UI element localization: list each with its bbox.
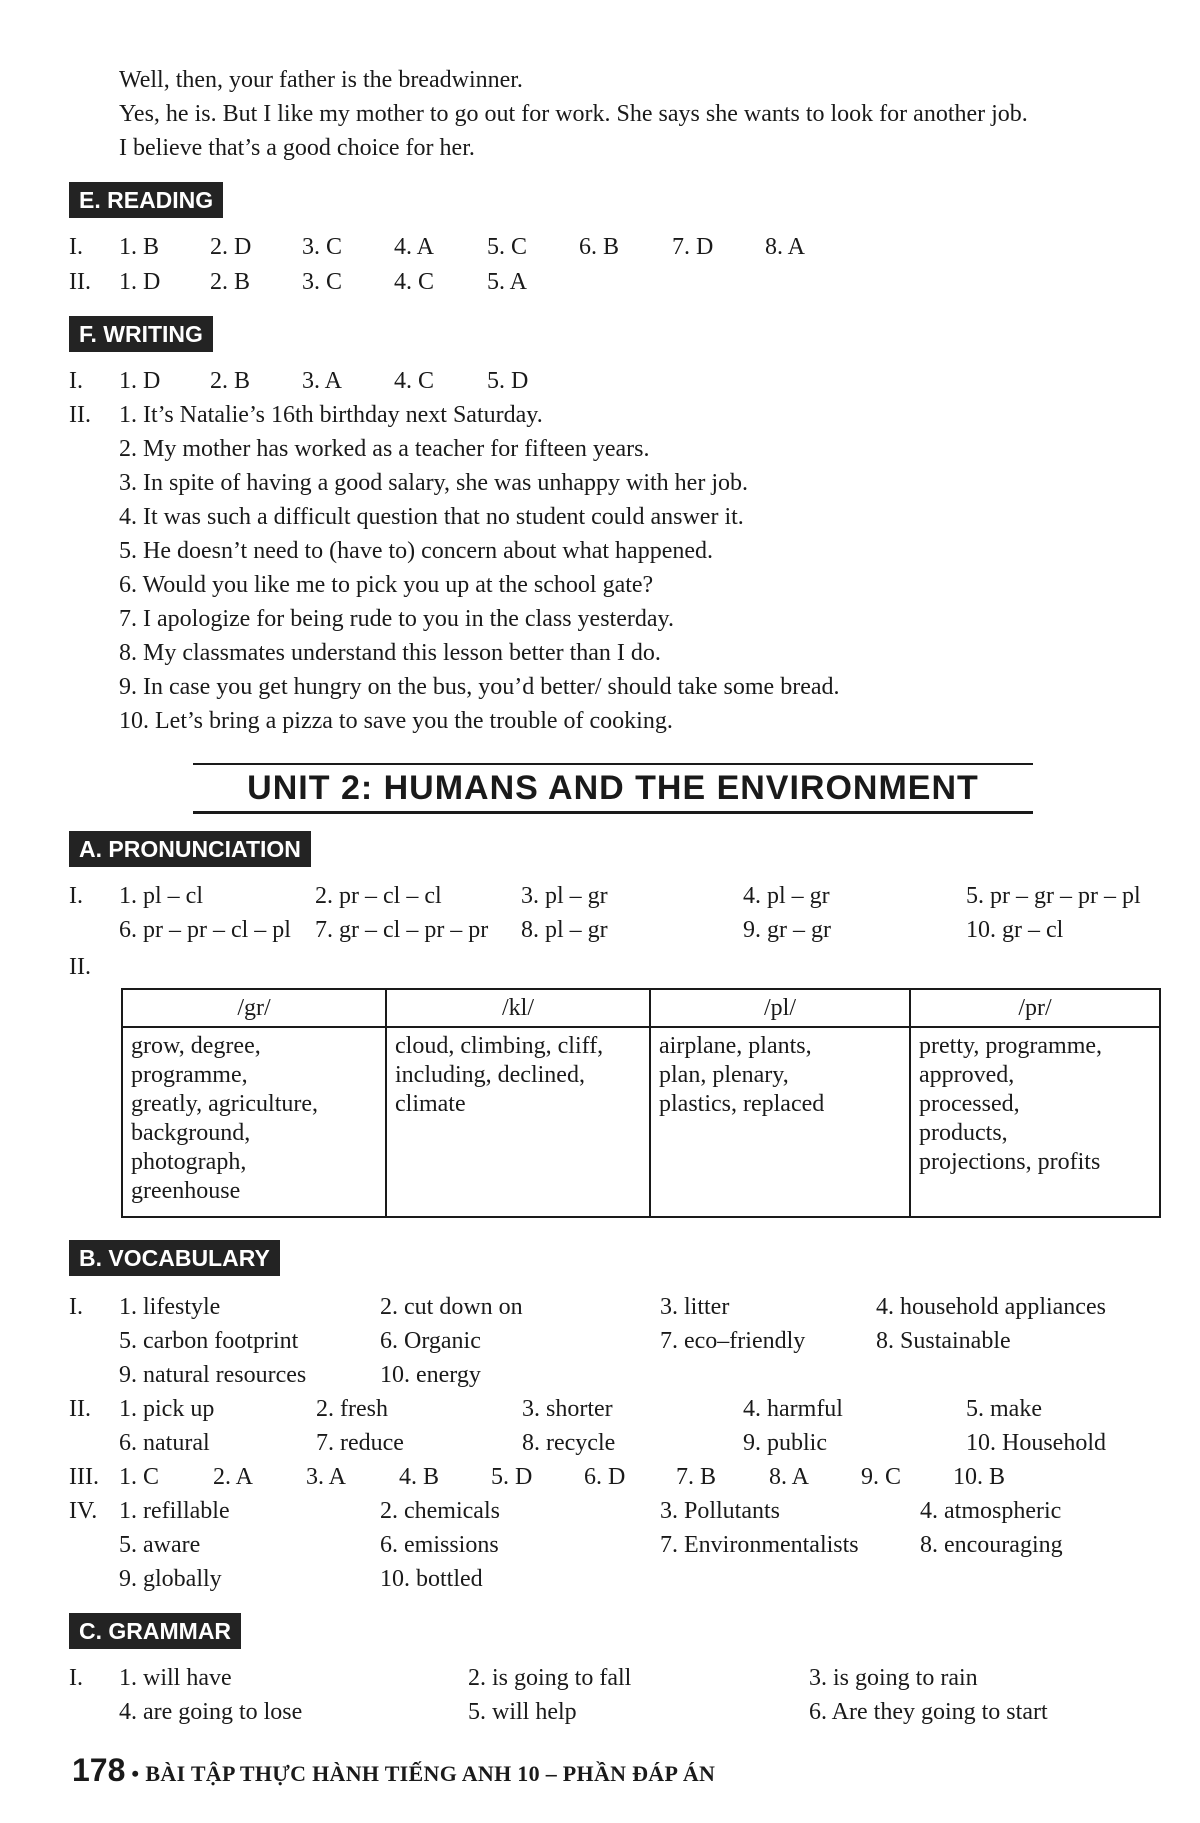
cell-line: cloud, climbing, cliff, [395,1033,604,1059]
answer-label: II. [69,402,91,428]
answer-item: 3. C [302,269,343,295]
answer-item: 7. B [676,1464,717,1490]
table-cell-pl [650,1027,910,1217]
writing-sentence: 4. It was such a difficult question that no student could answer it. [119,504,744,530]
answer-label: IV. [69,1498,98,1524]
answer-item: 5. A [487,269,528,295]
answer-label: I. [69,1665,83,1691]
intro-line: Yes, he is. But I like my mother to go out for work. She says she wants to look for another job. [119,101,1028,127]
table-header: /kl/ [386,989,650,1027]
answer-item: 7. reduce [316,1430,404,1456]
answer-label: I. [69,883,83,909]
answer-item: 3. pl – gr [521,883,608,909]
answer-item: 6. D [584,1464,626,1490]
answer-item: 3. is going to rain [809,1665,978,1691]
sound-table [121,988,1161,1218]
book-title: BÀI TẬP THỰC HÀNH TIẾNG ANH 10 – PHẦN ĐÁP ÁN [145,1761,716,1786]
answer-item: 10. bottled [380,1566,483,1592]
cell-line: projections, profits [919,1149,1101,1175]
answer-item: 2. A [213,1464,254,1490]
answer-item: 10. gr – cl [966,917,1064,943]
writing-sentence: 5. He doesn’t need to (have to) concern about what happened. [119,538,714,564]
answer-item: 6. emissions [380,1532,499,1558]
unit-title: UNIT 2: HUMANS AND THE ENVIRONMENT [193,763,1033,814]
table-cell-pr [910,1027,1160,1217]
answer-item: 5. make [966,1396,1042,1422]
answer-item: 5. pr – gr – pr – pl [966,883,1141,909]
writing-sentence: 9. In case you get hungry on the bus, you’d better/ should take some bread. [119,674,840,700]
sound-table-row [122,1027,1160,1217]
answer-item: 1. B [119,234,160,260]
answer-item: 7. D [672,234,714,260]
cell-line: background, [131,1120,251,1146]
answer-item: 5. D [487,368,529,394]
table-header: /gr/ [122,989,386,1027]
answer-item: 5. aware [119,1532,201,1558]
cell-line: plan, plenary, [659,1062,789,1088]
cell-line: pretty, programme, [919,1033,1103,1059]
cell-line: greenhouse [131,1178,241,1204]
answer-item: 5. D [491,1464,533,1490]
answer-label: II. [69,1396,91,1422]
answer-item: 9. globally [119,1566,222,1592]
answer-item: 1. refillable [119,1498,230,1524]
answer-item: 5. carbon footprint [119,1328,299,1354]
answer-item: 2. chemicals [380,1498,500,1524]
page-footer [72,1752,715,1789]
table-cell-gr [122,1027,386,1217]
answer-label: II. [69,954,91,980]
answer-item: 9. C [861,1464,902,1490]
answer-item: 2. fresh [316,1396,388,1422]
answer-label: II. [69,269,91,295]
answer-item: 2. B [210,269,251,295]
writing-sentence: 2. My mother has worked as a teacher for fifteen years. [119,436,650,462]
cell-line: plastics, replaced [659,1091,825,1117]
answer-item: 6. B [579,234,620,260]
section-header-pronunciation: A. PRONUNCIATION [69,831,311,867]
answer-item: 4. A [394,234,435,260]
answer-item: 10. energy [380,1362,481,1388]
answer-item: 8. A [769,1464,810,1490]
answer-item: 4. household appliances [876,1294,1106,1320]
answer-item: 3. litter [660,1294,730,1320]
writing-sentence: 1. It’s Natalie’s 16th birthday next Saturday. [119,402,543,428]
cell-line: including, declined, [395,1062,585,1088]
section-header-reading: E. READING [69,182,223,218]
answer-item: 1. lifestyle [119,1294,221,1320]
cell-line: photograph, [131,1149,247,1175]
table-header: /pr/ [910,989,1160,1027]
cell-line: airplane, plants, [659,1033,812,1059]
answer-item: 2. is going to fall [468,1665,632,1691]
cell-line: greatly, agriculture, [131,1091,319,1117]
answer-item: 3. A [302,368,343,394]
answer-item: 1. D [119,368,161,394]
answer-item: 2. B [210,368,251,394]
answer-item: 9. public [743,1430,827,1456]
cell-line: grow, degree, [131,1033,261,1059]
section-header-vocabulary: B. VOCABULARY [69,1240,280,1276]
answer-item: 4. B [399,1464,440,1490]
answer-item: 6. pr – pr – cl – pl [119,917,291,943]
answer-label: I. [69,234,83,260]
page-number: 178 [72,1752,126,1788]
intro-line: Well, then, your father is the breadwinner. [119,67,523,93]
answer-item: 8. Sustainable [876,1328,1011,1354]
answer-item: 4. pl – gr [743,883,830,909]
answer-item: 6. natural [119,1430,210,1456]
answer-label: III. [69,1464,99,1490]
sound-table-header-row [122,989,1160,1027]
section-header-grammar: C. GRAMMAR [69,1613,241,1649]
writing-sentence: 7. I apologize for being rude to you in the class yesterday. [119,606,674,632]
answer-item: 7. Environmentalists [660,1532,859,1558]
answer-label: I. [69,368,83,394]
answer-item: 4. atmospheric [920,1498,1062,1524]
intro-line: I believe that’s a good choice for her. [119,135,475,161]
answer-item: 8. recycle [522,1430,616,1456]
answer-item: 6. Organic [380,1328,481,1354]
writing-sentence: 6. Would you like me to pick you up at the school gate? [119,572,654,598]
answer-item: 1. C [119,1464,160,1490]
answer-item: 1. pick up [119,1396,215,1422]
answer-item: 2. cut down on [380,1294,523,1320]
answer-item: 3. C [302,234,343,260]
answer-item: 1. pl – cl [119,883,203,909]
answer-item: 10. Household [966,1430,1106,1456]
cell-line: products, [919,1120,1008,1146]
answer-item: 1. will have [119,1665,232,1691]
writing-sentence: 3. In spite of having a good salary, she was unhappy with her job. [119,470,748,496]
answer-item: 8. A [765,234,806,260]
table-cell-kl [386,1027,650,1217]
answer-item: 4. harmful [743,1396,843,1422]
answer-item: 2. D [210,234,252,260]
answer-item: 7. gr – cl – pr – pr [315,917,489,943]
cell-line: processed, [919,1091,1020,1117]
answer-item: 3. Pollutants [660,1498,781,1524]
answer-item: 10. B [953,1464,1006,1490]
answer-item: 4. C [394,269,435,295]
answer-item: 5. will help [468,1699,577,1725]
answer-item: 2. pr – cl – cl [315,883,442,909]
answer-item: 9. natural resources [119,1362,307,1388]
answer-item: 9. gr – gr [743,917,831,943]
answer-item: 4. are going to lose [119,1699,303,1725]
answer-item: 1. D [119,269,161,295]
writing-sentence: 8. My classmates understand this lesson better than I do. [119,640,661,666]
cell-line: approved, [919,1062,1015,1088]
answer-item: 3. shorter [522,1396,613,1422]
answer-item: 4. C [394,368,435,394]
section-header-writing: F. WRITING [69,316,213,352]
answer-item: 8. pl – gr [521,917,608,943]
answer-item: 6. Are they going to start [809,1699,1048,1725]
table-header: /pl/ [650,989,910,1027]
answer-item: 7. eco–friendly [660,1328,806,1354]
cell-line: programme, [131,1062,248,1088]
answer-item: 3. A [306,1464,347,1490]
writing-sentence: 10. Let’s bring a pizza to save you the trouble of cooking. [119,708,673,734]
answer-item: 5. C [487,234,528,260]
answer-item: 8. encouraging [920,1532,1063,1558]
cell-line: climate [395,1091,466,1117]
answer-label: I. [69,1294,83,1320]
footer-bullet: • [131,1761,140,1786]
